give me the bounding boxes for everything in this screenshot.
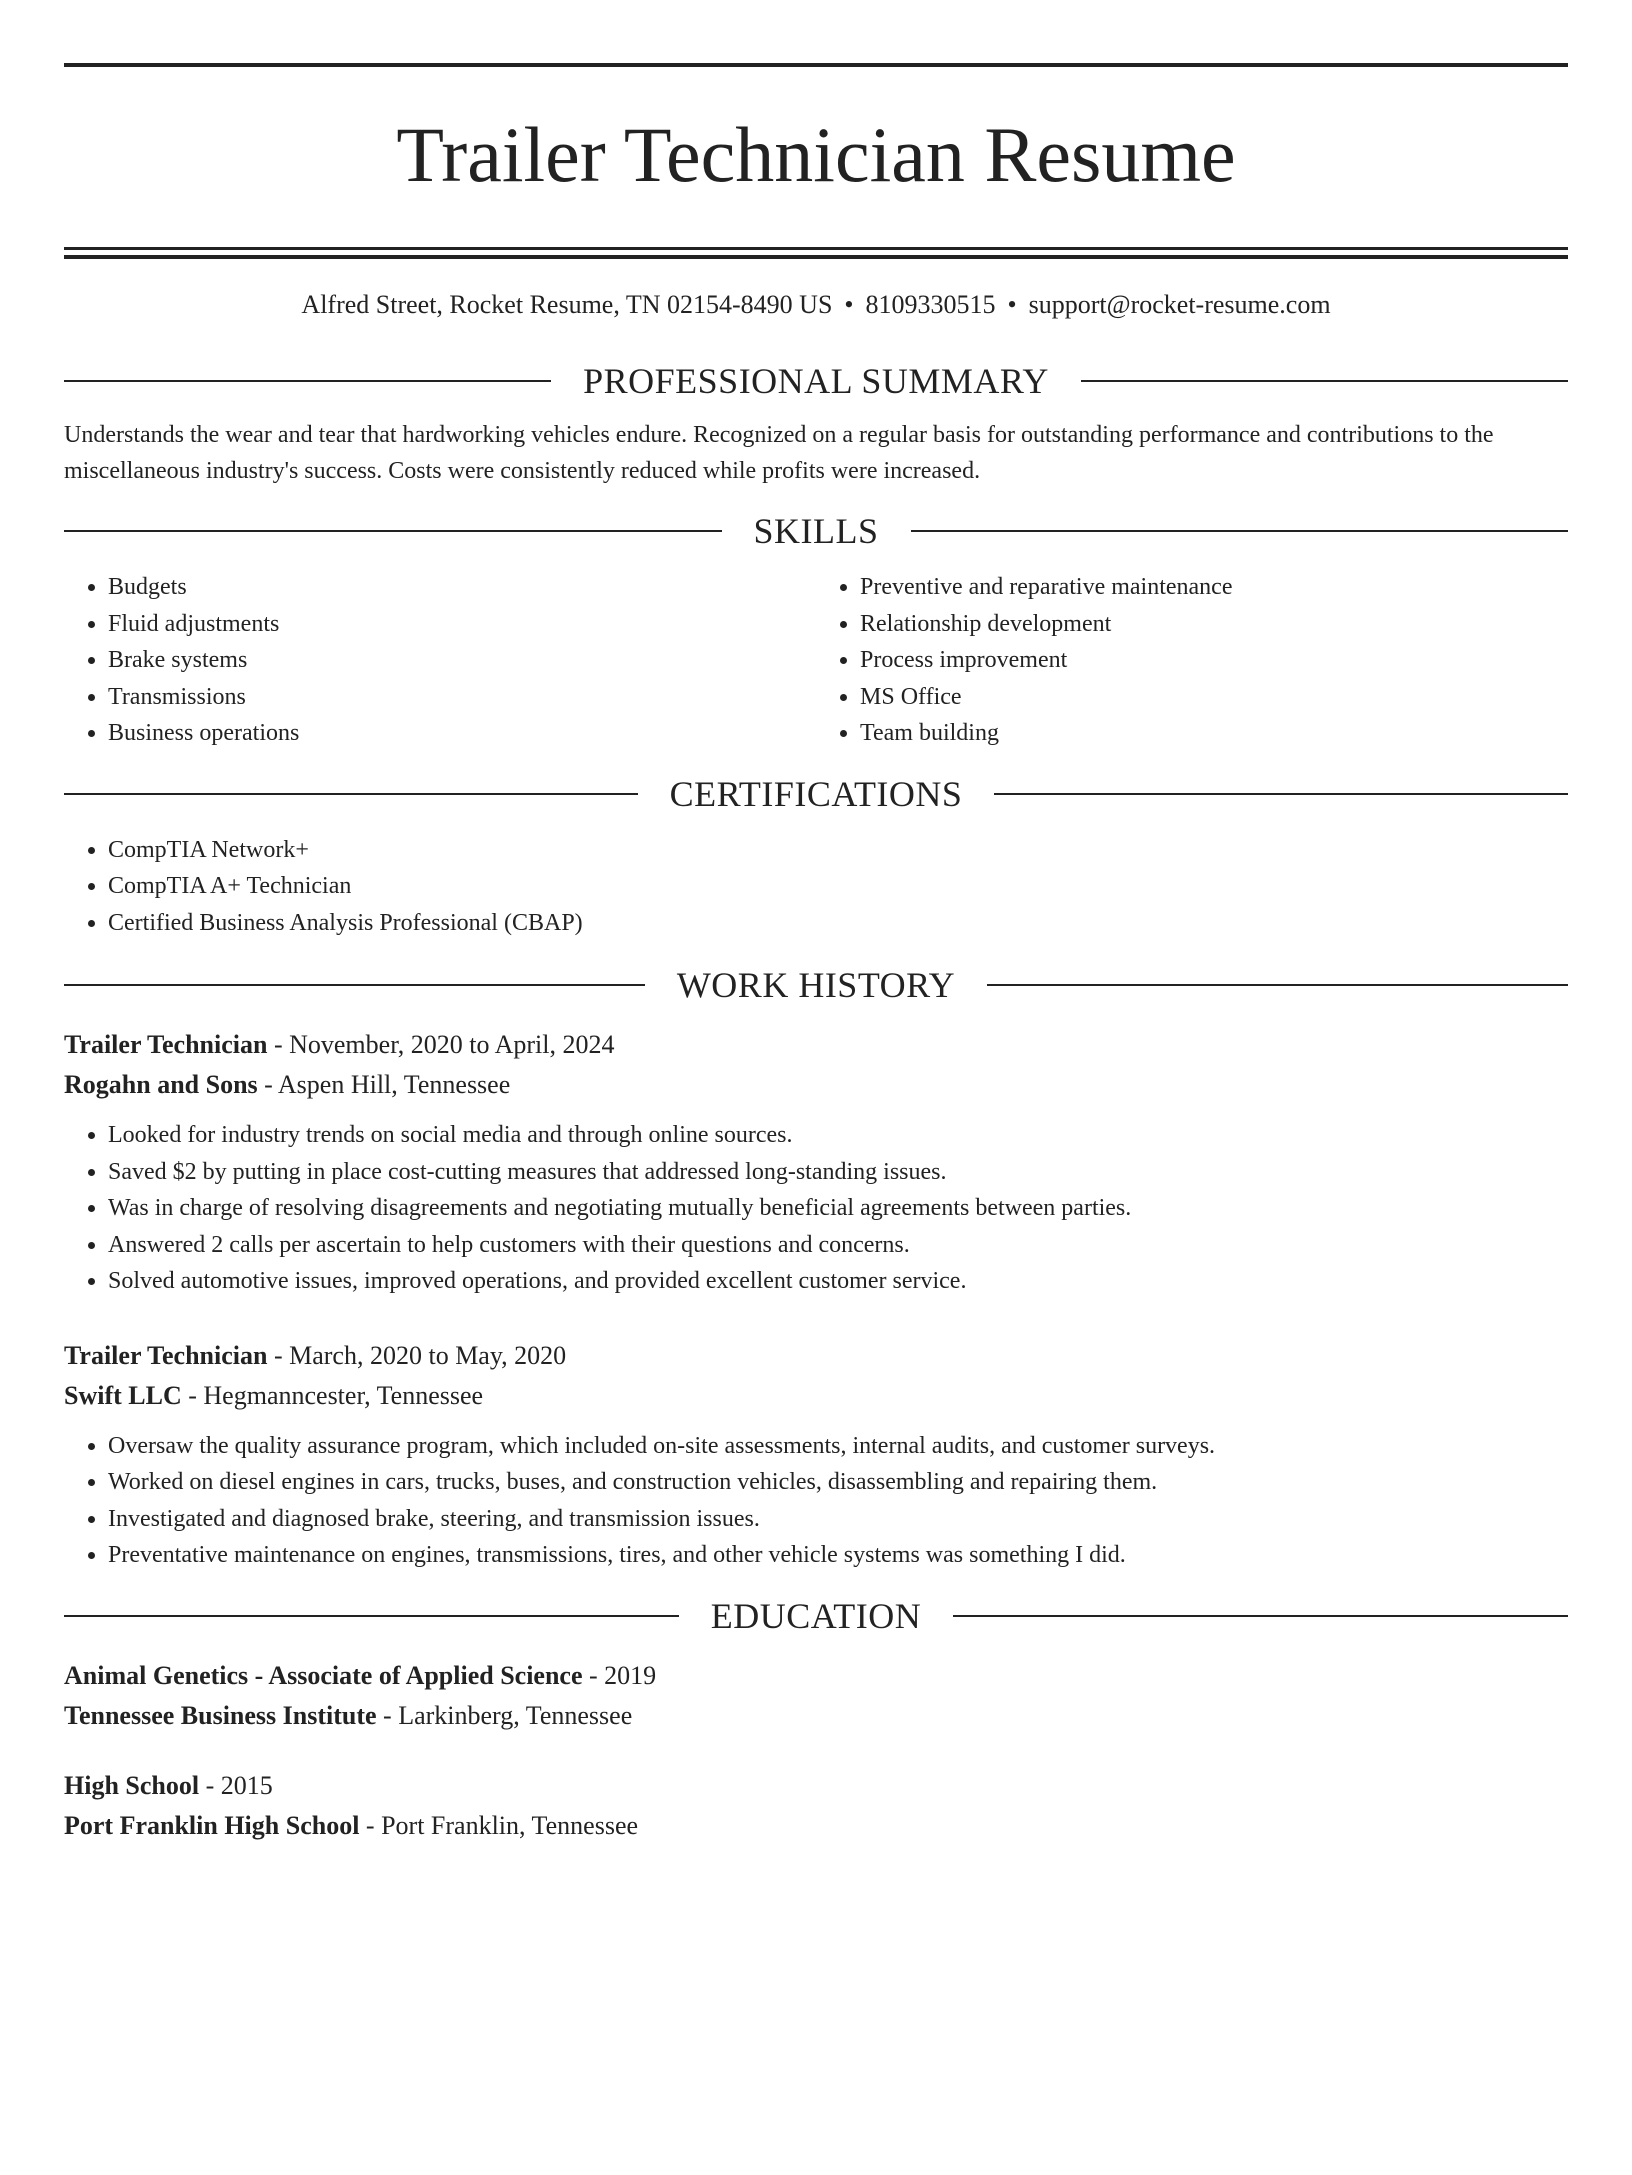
summary-text: Understands the wear and tear that hardworking vehicles endure. Recognized on a regular basis for outstanding performance and contributions to the miscellaneous industry's success. Costs were consistently reduced while profits were increased. <box>64 422 1494 484</box>
skill-item: • Brake systems <box>108 642 816 679</box>
skills-heading-label: SKILLS <box>753 511 879 551</box>
skill-item: • Preventive and reparative maintenance <box>860 569 1568 606</box>
certification-item: • CompTIA Network+ <box>108 832 1568 869</box>
certifications-heading <box>64 772 1568 816</box>
job-duties <box>64 1117 1568 1300</box>
certifications-heading-label: CERTIFICATIONS <box>669 773 963 814</box>
education-degree: Animal Genetics - Associate of Applied Science <box>64 1660 583 1690</box>
contact-separator: • <box>844 290 854 319</box>
job-location: - Aspen Hill, Tennessee <box>257 1070 511 1099</box>
heading-rule-right <box>1081 380 1568 382</box>
education-entry <box>64 1656 1568 1736</box>
education-year: - 2019 <box>582 1660 657 1690</box>
contact-line <box>64 289 1568 321</box>
skills-heading <box>64 509 1568 553</box>
education-school: Tennessee Business Institute <box>64 1700 377 1730</box>
job-dates: - November, 2020 to April, 2024 <box>267 1030 615 1059</box>
job-duty: • Preventative maintenance on engines, transmissions, tires, and other vehicle systems was something I did. <box>108 1537 1568 1574</box>
contact-address: Alfred Street, Rocket Resume, TN 02154-8490 US <box>301 290 833 319</box>
education-heading-label: EDUCATION <box>710 1595 922 1636</box>
contact-separator: • <box>1007 290 1017 319</box>
summary-heading-label: PROFESSIONAL SUMMARY <box>583 361 1049 401</box>
skill-item: • Process improvement <box>860 642 1568 679</box>
work-history-heading-label: WORK HISTORY <box>676 965 956 1005</box>
job-entry <box>64 1025 1568 1300</box>
job-company-line <box>64 1376 1568 1416</box>
education-school-line <box>64 1696 1568 1736</box>
contact-email: support@rocket-resume.com <box>1028 290 1331 319</box>
skill-item: • MS Office <box>860 679 1568 716</box>
job-company: Swift LLC <box>64 1380 182 1410</box>
education-school: Port Franklin High School <box>64 1810 360 1840</box>
skills-list <box>64 569 1568 752</box>
heading-rule-left <box>64 1615 679 1617</box>
heading-rule-left <box>64 793 638 795</box>
job-duty: • Answered 2 calls per ascertain to help customers with their questions and concerns. <box>108 1227 1568 1264</box>
contact-phone: 8109330515 <box>865 290 996 319</box>
summary-heading <box>64 359 1568 403</box>
job-location: - Hegmanncester, Tennessee <box>181 1380 484 1410</box>
certification-item: • CompTIA A+ Technician <box>108 868 1568 905</box>
heading-rule-right <box>911 530 1569 532</box>
title-double-rule <box>64 247 1568 259</box>
resume-title: Trailer Technician Resume <box>396 111 1236 198</box>
job-duty: • Oversaw the quality assurance program, which included on-site assessments, internal audits, and customer surveys. <box>108 1428 1568 1465</box>
education-heading <box>64 1594 1568 1638</box>
heading-rule-left <box>64 530 722 532</box>
skill-item: • Fluid adjustments <box>108 606 816 643</box>
skill-item: • Budgets <box>108 569 816 606</box>
skill-item: • Relationship development <box>860 606 1568 643</box>
job-dates: - March, 2020 to May, 2020 <box>267 1340 567 1370</box>
education-degree-line <box>64 1766 1568 1806</box>
skill-item: • Transmissions <box>108 679 816 716</box>
education-degree-line <box>64 1656 1568 1696</box>
education-location: - Port Franklin, Tennessee <box>359 1810 639 1840</box>
skills-column-left <box>64 569 816 752</box>
heading-rule-right <box>953 1615 1568 1617</box>
job-company: Rogahn and Sons <box>64 1070 258 1099</box>
skill-item: • Business operations <box>108 715 816 752</box>
education-entry <box>64 1766 1568 1846</box>
skill-item: • Team building <box>860 715 1568 752</box>
job-duty: • Saved $2 by putting in place cost-cutting measures that addressed long-standing issues. <box>108 1154 1568 1191</box>
heading-rule-right <box>994 793 1568 795</box>
job-title-line <box>64 1336 1568 1376</box>
job-company-line <box>64 1065 1568 1105</box>
resume-page <box>0 63 1632 2175</box>
job-duties <box>64 1428 1568 1574</box>
heading-rule-right <box>987 984 1568 986</box>
job-title-line <box>64 1025 1568 1065</box>
job-duty: • Solved automotive issues, improved operations, and provided excellent customer service. <box>108 1263 1568 1300</box>
education-location: - Larkinberg, Tennessee <box>376 1700 633 1730</box>
heading-rule-left <box>64 380 551 382</box>
job-entry <box>64 1336 1568 1574</box>
education-year: - 2015 <box>199 1770 273 1800</box>
job-duty: • Investigated and diagnosed brake, steering, and transmission issues. <box>108 1501 1568 1538</box>
job-duty: • Was in charge of resolving disagreements and negotiating mutually beneficial agreements between parties. <box>108 1190 1568 1227</box>
top-rule <box>64 63 1568 67</box>
education-school-line <box>64 1806 1568 1846</box>
job-title: Trailer Technician <box>64 1340 268 1370</box>
job-title: Trailer Technician <box>64 1030 268 1059</box>
certifications-list <box>64 832 1568 942</box>
certification-item: • Certified Business Analysis Professional (CBAP) <box>108 905 1568 942</box>
skills-column-right <box>816 569 1568 752</box>
heading-rule-left <box>64 984 645 986</box>
work-history-heading <box>64 963 1568 1007</box>
job-duty: • Looked for industry trends on social media and through online sources. <box>108 1117 1568 1154</box>
job-duty: • Worked on diesel engines in cars, trucks, buses, and construction vehicles, disassembling and repairing them. <box>108 1464 1568 1501</box>
education-degree: High School <box>64 1770 200 1800</box>
